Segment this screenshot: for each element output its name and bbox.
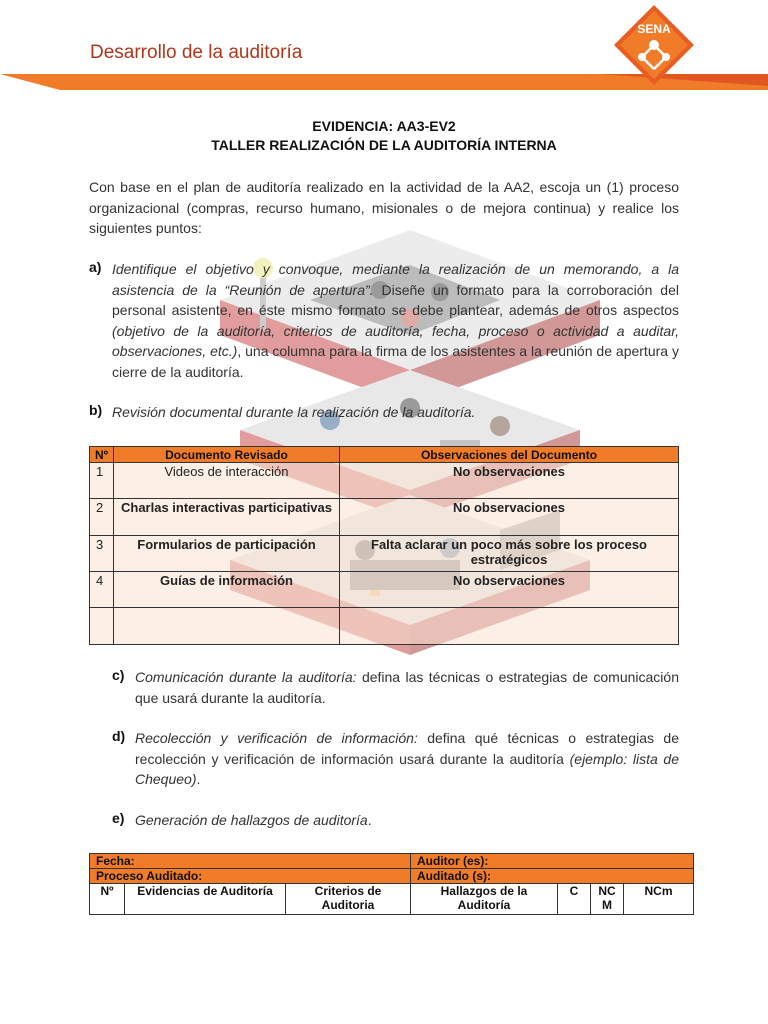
item-a-marker: a) bbox=[89, 259, 102, 275]
proceso-label: Proceso Auditado: bbox=[90, 869, 411, 884]
item-d-italic-2: (ejemplo: lista de Chequeo) bbox=[135, 750, 679, 787]
item-e-paragraph bbox=[135, 810, 679, 831]
item-d-text: defina qué técnicas o estrategias de recolección y verificación de información usará durante la auditoría bbox=[135, 730, 679, 767]
item-c-italic: Comunicación durante la auditoría: bbox=[135, 669, 357, 685]
auditado-label: Auditado (s): bbox=[411, 869, 694, 884]
fecha-label: Fecha: bbox=[90, 854, 411, 869]
item-c-marker: c) bbox=[112, 667, 125, 683]
item-c-paragraph bbox=[135, 667, 679, 708]
col-header-number: Nº bbox=[90, 447, 114, 463]
row-observation: No observaciones bbox=[340, 572, 679, 608]
col-ncm-major: NC M bbox=[591, 884, 624, 915]
item-d-text-2: . bbox=[196, 771, 201, 787]
audit-row-proceso bbox=[90, 869, 694, 884]
table-row bbox=[90, 463, 679, 499]
row-document: Videos de interacción bbox=[114, 463, 340, 499]
auditor-label: Auditor (es): bbox=[411, 854, 694, 869]
item-d-paragraph bbox=[135, 728, 679, 790]
sena-logo-icon bbox=[614, 5, 694, 85]
evidence-title: TALLER REALIZACIÓN DE LA AUDITORÍA INTERNA bbox=[211, 137, 557, 153]
col-ncm-minor: NCm bbox=[624, 884, 694, 915]
item-d-marker: d) bbox=[112, 728, 126, 744]
row-document: Formularios de participación bbox=[114, 536, 340, 572]
row-observation: No observaciones bbox=[340, 463, 679, 499]
item-a-paragraph bbox=[112, 259, 679, 382]
col-number: Nº bbox=[90, 884, 125, 915]
evidence-code: EVIDENCIA: AA3-EV2 bbox=[312, 118, 456, 134]
row-number: 3 bbox=[90, 536, 114, 572]
item-b-marker: b) bbox=[89, 402, 103, 418]
header-title: Desarrollo de la auditoría bbox=[90, 42, 303, 63]
item-b-paragraph bbox=[112, 402, 679, 423]
audit-header-row bbox=[90, 884, 694, 915]
audit-row-fecha bbox=[90, 854, 694, 869]
col-c: C bbox=[558, 884, 591, 915]
col-header-observations: Observaciones del Documento bbox=[340, 447, 679, 463]
row-document bbox=[114, 608, 340, 645]
row-document: Charlas interactivas participativas bbox=[114, 499, 340, 536]
item-e-text: . bbox=[367, 812, 372, 828]
item-e-marker: e) bbox=[112, 810, 125, 826]
table-header-row bbox=[90, 447, 679, 463]
row-number bbox=[90, 608, 114, 645]
document-review-table bbox=[89, 446, 679, 645]
col-criterios: Criterios de Auditoria bbox=[286, 884, 411, 915]
row-number: 2 bbox=[90, 499, 114, 536]
table-row bbox=[90, 608, 679, 645]
row-number: 1 bbox=[90, 463, 114, 499]
item-a-text-2: , una columna para la firma de los asistentes a la reunión de apertura y cierre de la auditoría. bbox=[112, 343, 679, 380]
table-row bbox=[90, 536, 679, 572]
sena-logo-text: SENA bbox=[637, 22, 671, 36]
item-b-text: Revisión documental durante la realización de la auditoría. bbox=[112, 404, 476, 420]
audit-findings-table bbox=[89, 853, 694, 915]
item-e-italic: Generación de hallazgos de auditoría bbox=[135, 812, 368, 828]
intro-paragraph: Con base en el plan de auditoría realizado en la actividad de la AA2, escoja un (1) proceso organizacional (compras, recurso humano, misionales o de mejora continua) y realice los siguientes puntos: bbox=[89, 179, 679, 236]
row-observation bbox=[340, 608, 679, 645]
table-row bbox=[90, 499, 679, 536]
item-a-text-1: Diseñe un formato para la corroboración del personal asistente, en éste mismo formato se debe plantear, además de otros aspectos bbox=[112, 281, 679, 318]
col-header-document: Documento Revisado bbox=[114, 447, 340, 463]
col-hallazgos: Hallazgos de la Auditoría bbox=[411, 884, 558, 915]
item-a-italic-1: Identifique el objetivo y convoque, mediante la realización de un memorando, a la asistencia de la “Reunión de apertura”. bbox=[112, 261, 679, 298]
row-document: Guías de información bbox=[114, 572, 340, 608]
item-a-italic-2: (objetivo de la auditoría, criterios de auditoría, fecha, proceso o actividad a auditar, observaciones, etc.) bbox=[112, 322, 679, 359]
row-observation: No observaciones bbox=[340, 499, 679, 536]
row-observation: Falta aclarar un poco más sobre los proceso estratégicos bbox=[340, 536, 679, 572]
item-c-text: defina las técnicas o estrategias de comunicación que usará durante la auditoría. bbox=[135, 669, 679, 706]
item-d-italic: Recolección y verificación de información: bbox=[135, 730, 418, 746]
row-number: 4 bbox=[90, 572, 114, 608]
col-evidencias: Evidencias de Auditoría bbox=[125, 884, 286, 915]
table-row bbox=[90, 572, 679, 608]
